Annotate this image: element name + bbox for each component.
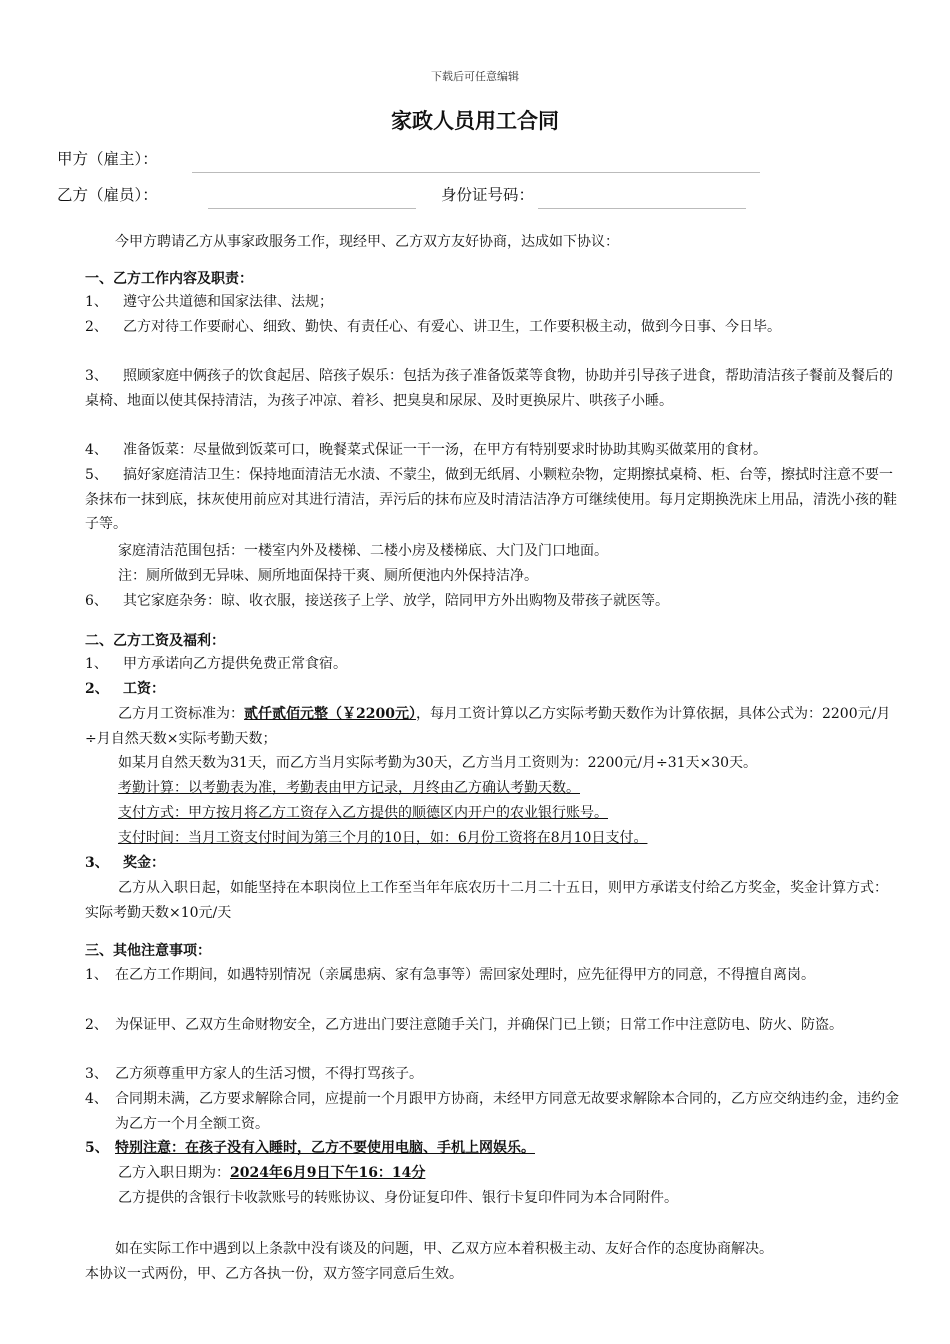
item-text: 在乙方工作期间，如遇特别情况（亲属患病、家有急事等）需回家处理时，应先征得甲方的同意，不得擅自离岗。 [115, 967, 815, 983]
item-number: 4、 [85, 1091, 108, 1107]
section1-item [85, 463, 900, 537]
start-date-value: 2024年6月9日下午16：14分 [230, 1165, 426, 1181]
item-text: 其它家庭杂务：晾、收衣服，接送孩子上学、放学，陪同甲方外出购物及带孩子就医等。 [123, 593, 669, 609]
item-text: 乙方对待工作要耐心、细致、勤快、有责任心、有爱心、讲卫生，工作要积极主动，做到今日事、今日毕。 [123, 319, 781, 335]
item-number: 1、 [85, 294, 108, 310]
item-text: 照顾家庭中俩孩子的饮食起居、陪孩子娱乐：包括为孩子准备饭菜等食物，协助并引导孩子进食，帮助清洁孩子餐前及餐后的桌椅、地面以使其保持清洁，为孩子冲凉、着衫、把臭臭和尿尿、及时更换尿片、哄孩子小睡。 [85, 368, 893, 409]
item-text: 特别注意：在孩子没有入睡时，乙方不要使用电脑、手机上网娱乐。 [115, 1140, 535, 1156]
wage-amount: 贰仟贰佰元整（￥2200元） [244, 706, 416, 722]
section1-item [85, 589, 900, 614]
payment-method [85, 801, 900, 826]
item-number: 1、 [85, 967, 108, 983]
document-title: 家政人员用工合同 [391, 108, 559, 133]
section1-item [85, 290, 900, 315]
special-notice [85, 1136, 900, 1161]
bonus-heading [85, 851, 900, 876]
intro-paragraph: 今甲方聘请乙方从事家政服务工作，现经甲、乙方双方友好协商，达成如下协议： [115, 234, 619, 250]
closing-text-1: 如在实际工作中遇到以上条款中没有谈及的问题，甲、乙双方应本着积极主动、友好合作的态度协商解决。 [115, 1241, 773, 1257]
section3-item [85, 1087, 900, 1136]
start-date-label: 乙方入职日期为： [118, 1165, 230, 1181]
section3-item [85, 1062, 900, 1087]
section1-heading: 一、乙方工作内容及职责： [85, 271, 253, 287]
wage-example: 如某月自然天数为31天，而乙方当月实际考勤为30天，乙方当月工资则为：2200元/月÷31天×30天。 [118, 755, 758, 771]
wage-heading [85, 677, 900, 702]
cleaning-scope: 家庭清洁范围包括：一楼室内外及楼梯、二楼小房及楼梯底、大门及门口地面。 [118, 543, 608, 559]
bonus-body: 乙方从入职日起，如能坚持在本职岗位上工作至当年年底农历十二月二十五日，则甲方承诺支付给乙方奖金，奖金计算方式：实际考勤天数×10元/天 [85, 880, 888, 921]
item-number: 2、 [85, 1017, 108, 1033]
party-a-label: 甲方（雇主）： [57, 150, 158, 168]
section1-item [85, 364, 900, 413]
closing-paragraph [85, 1237, 915, 1262]
item-text: 为保证甲、乙双方生命财物安全，乙方进出门要注意随手关门，并确保门已上锁；日常工作中注意防电、防火、防盗。 [115, 1017, 843, 1033]
payment-method-text: 支付方式：甲方按月将乙方工资存入乙方提供的顺德区内开户的农业银行账号。 [118, 805, 608, 821]
item-number: 6、 [85, 593, 108, 609]
item-number: 2、 [85, 681, 109, 697]
item-number: 3、 [85, 368, 108, 384]
payment-time-text: 支付时间：当月工资支付时间为第三个月的10日，如：6月份工资将在8月10日支付。 [118, 830, 648, 846]
id-number-line [538, 208, 746, 209]
item-number: 3、 [85, 1066, 108, 1082]
item-text: 搞好家庭清洁卫生：保持地面清洁无水渍、不蒙尘，做到无纸屑、小颗粒杂物，定期擦拭桌椅、柜、台等，擦拭时注意不要一条抹布一抹到底，抹灰使用前应对其进行清洁，弄污后的抹布应及时清洁洁净方可继续使用。每月定期换洗床上用品，清洗小孩的鞋子等。 [85, 467, 897, 532]
wage-pre-text: 乙方月工资标准为： [118, 706, 244, 722]
party-b-label: 乙方（雇员）： [57, 186, 158, 204]
item-number: 4、 [85, 442, 108, 458]
item-text: 甲方承诺向乙方提供免费正常食宿。 [123, 656, 347, 672]
section3-item [85, 963, 900, 988]
section3-item [85, 1013, 900, 1038]
item-number: 5、 [85, 467, 108, 483]
start-date-line [85, 1161, 900, 1186]
closing-line [85, 1262, 900, 1287]
item-label: 工资： [123, 681, 165, 697]
section2-heading: 二、乙方工资及福利： [85, 633, 225, 649]
item-text: 乙方须尊重甲方家人的生活习惯，不得打骂孩子。 [115, 1066, 423, 1082]
item-text: 遵守公共道德和国家法律、法规； [123, 294, 333, 310]
attendance-rule [85, 776, 900, 801]
party-a-line [192, 172, 760, 173]
closing-text-2: 本协议一式两份，甲、乙方各执一份，双方签字同意后生效。 [85, 1266, 463, 1282]
bonus-text [85, 876, 900, 925]
wage-standard [85, 702, 900, 751]
attachments-note: 乙方提供的含银行卡收款账号的转账协议、身份证复印件、银行卡复印件同为本合同附件。 [118, 1190, 678, 1206]
header-note: 下载后可任意编辑 [431, 70, 519, 83]
item-text: 合同期未满，乙方要求解除合同，应提前一个月跟甲方协商，未经甲方同意无故要求解除本合同的，乙方应交纳违约金，违约金为乙方一个月全额工资。 [115, 1091, 899, 1132]
item-number: 1、 [85, 656, 108, 672]
item-number: 3、 [85, 855, 109, 871]
item-label: 奖金： [123, 855, 165, 871]
item-number: 2、 [85, 319, 108, 335]
section1-item [85, 315, 900, 340]
attendance-text: 考勤计算：以考勤表为准，考勤表由甲方记录，月终由乙方确认考勤天数。 [118, 780, 580, 796]
toilet-note: 注：厕所做到无异味、厕所地面保持干爽、厕所便池内外保持洁净。 [118, 568, 538, 584]
item-text: 准备饭菜：尽量做到饭菜可口，晚餐菜式保证一干一汤，在甲方有特别要求时协助其购买做菜用的食材。 [123, 442, 767, 458]
payment-time [85, 826, 900, 851]
party-b-line [208, 208, 416, 209]
item-number: 5、 [85, 1140, 109, 1156]
wage-post-text: ，每月工资计算以乙方实际考勤天数作为计算依据，具体公式为：2200元/月÷月自然天数×实际考勤天数； [85, 706, 891, 747]
section1-item [85, 438, 900, 463]
section2-item [85, 652, 900, 677]
id-number-label: 身份证号码： [441, 186, 535, 204]
section3-heading: 三、其他注意事项： [85, 943, 211, 959]
